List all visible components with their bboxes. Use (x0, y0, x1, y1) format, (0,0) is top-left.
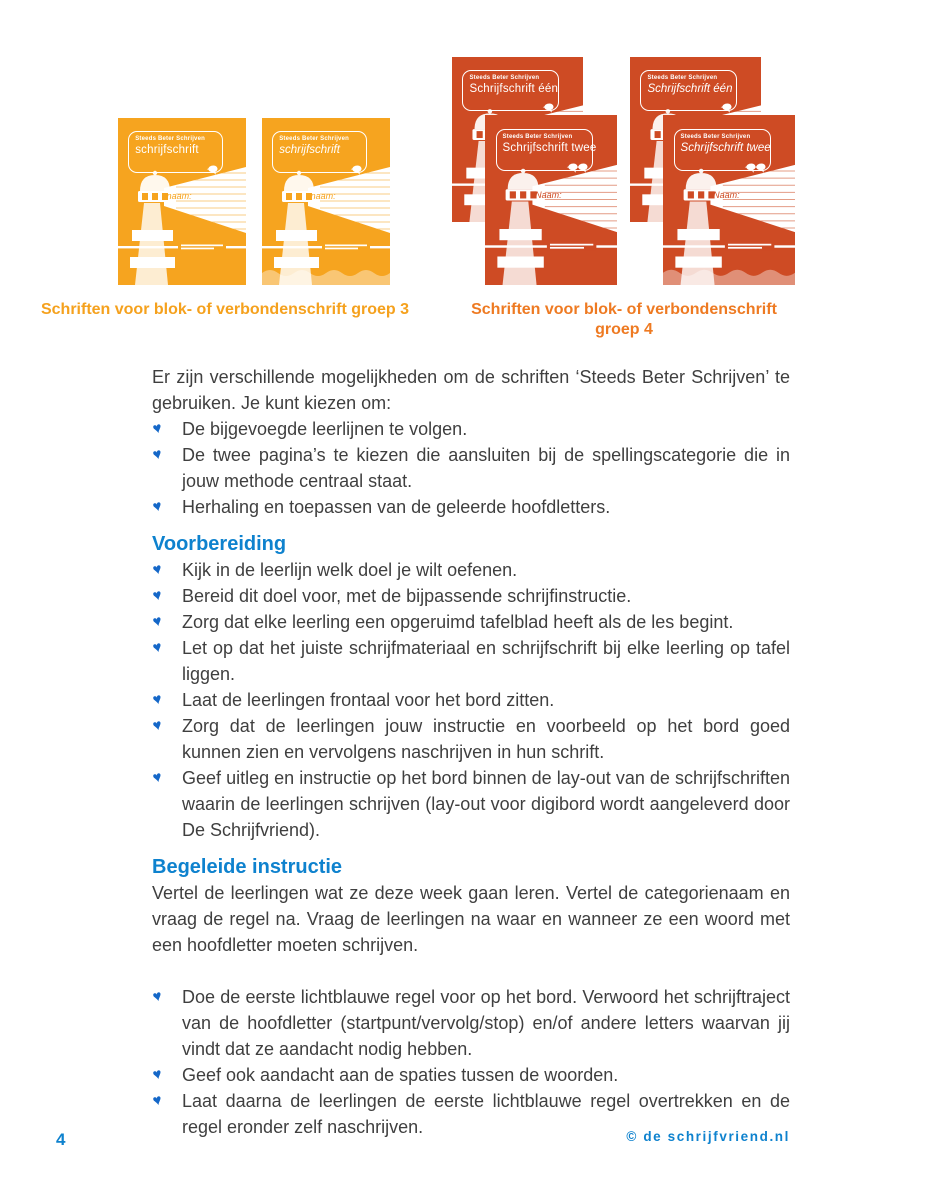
heart-bullet-icon: ♥ (150, 1091, 164, 1110)
list-item-text: De twee pagina’s te kiezen die aansluiten bij de spellingscategorie die in jouw methode centraal staat. (182, 445, 790, 491)
list-item (152, 442, 790, 494)
workbook-cover-group4-twee-block (485, 115, 617, 285)
list-item (152, 416, 790, 442)
cover-brand: Steeds Beter Schrijven (469, 75, 540, 82)
list-item (152, 557, 790, 583)
heart-bullet-icon: ♥ (150, 638, 164, 657)
cover-title-box (128, 131, 223, 173)
bird-icons (747, 162, 767, 175)
heart-bullet-icon: ♥ (150, 497, 164, 516)
caption-group4: Schriften voor blok- of verbondenschrift groep 4 (471, 301, 777, 338)
bird-icon (350, 164, 363, 177)
begeleide-list (152, 984, 790, 1140)
cover-brand: Steeds Beter Schrijven (647, 75, 718, 82)
heart-bullet-icon: ♥ (150, 419, 164, 438)
heart-bullet-icon: ♥ (150, 987, 164, 1006)
bird-icons (569, 162, 589, 175)
heart-bullet-icon: ♥ (150, 768, 164, 787)
page-body (152, 364, 790, 1140)
cover-brand: Steeds Beter Schrijven (279, 136, 349, 143)
list-item-text: Geef uitleg en instructie op het bord binnen de lay-out van de schrijfschriften waarin de leerlingen schrijven (lay-out voor digibord wordt aangeleverd door De Schrijfvriend). (182, 768, 790, 840)
bird-icons (209, 164, 219, 177)
section-heading-begeleide-instructie: Begeleide instructie (152, 856, 343, 878)
heart-bullet-icon: ♥ (150, 586, 164, 605)
page-number: 4 (56, 1130, 66, 1149)
cover-title-box (674, 129, 772, 172)
heart-bullet-icon: ♥ (150, 612, 164, 631)
caption-group3: Schriften voor blok- of verbondenschrift groep 3 (40, 301, 410, 318)
copyright-credit: © de schrijfvriend.nl (626, 1129, 790, 1144)
bird-icon (720, 102, 733, 115)
heart-bullet-icon: ♥ (150, 445, 164, 464)
list-item-text: Kijk in de leerlijn welk doel je wilt oefenen. (182, 560, 518, 580)
cover-title-box (640, 70, 737, 111)
heart-bullet-icon: ♥ (150, 690, 164, 709)
list-item (152, 609, 790, 635)
cover-brand: Steeds Beter Schrijven (680, 133, 751, 140)
bird-icons (545, 102, 555, 115)
intro-paragraph: Er zijn verschillende mogelijkheden om de schriften ‘Steeds Beter Schrijven’ te gebruiken. Je kunt kiezen om: (152, 367, 790, 413)
list-item (152, 635, 790, 687)
cover-title: schrijfschrift (279, 144, 340, 157)
workbook-cover-group3-1 (118, 118, 246, 285)
cover-title: Schrijfschrift twee (502, 141, 597, 154)
list-item (152, 984, 790, 1062)
list-item (152, 1062, 790, 1088)
list-item-text: Geef ook aandacht aan de spaties tussen de woorden. (182, 1065, 619, 1085)
list-item-text: Bereid dit doel voor, met de bijpassende schrijfinstructie. (182, 586, 632, 606)
voorbereiding-list (152, 557, 790, 843)
cover-title: schrijfschrift (135, 144, 199, 157)
cover-title-box (496, 129, 597, 172)
list-item-text: Doe de eerste lichtblauwe regel voor op het bord. Verwoord het schrijftraject van de hoofdletter (startpunt/vervolg/stop) en/of andere letters waarvan jij vindt dat ze aandacht nodig hebben. (182, 987, 790, 1059)
bird-icon (754, 162, 767, 175)
list-item (152, 583, 790, 609)
bird-icon (206, 164, 219, 177)
naam-field: Naam: (535, 189, 562, 200)
list-item (152, 765, 790, 843)
cover-title-box (272, 131, 367, 173)
cover-title: Schrijfschrift één (647, 83, 733, 96)
cover-title: Schrijfschrift twee (680, 141, 771, 154)
cover-title-box (462, 70, 559, 111)
section-heading-voorbereiding: Voorbereiding (152, 533, 287, 555)
list-item (152, 713, 790, 765)
list-item-text: Let op dat het juiste schrijfmateriaal en schrijfschrift bij elke leerling op tafel liggen. (182, 638, 790, 684)
intro-list (152, 416, 790, 520)
naam-field: naam: (166, 191, 192, 202)
begeleide-paragraph: Vertel de leerlingen wat ze deze week gaan leren. Vertel de categorienaam en vraag de regel na. Vraag de leerlingen na waar en wanneer ze een woord met een hoofdletter moeten schrijven. (152, 883, 790, 955)
bird-icons (723, 102, 733, 115)
list-item-text: Herhaling en toepassen van de geleerde hoofdletters. (182, 497, 611, 517)
bird-icon (576, 162, 589, 175)
cover-title: Schrijfschrift één (469, 83, 559, 96)
list-item (152, 687, 790, 713)
list-item-text: Laat de leerlingen frontaal voor het bord zitten. (182, 690, 555, 710)
list-item-text: Zorg dat elke leerling een opgeruimd tafelblad heeft als de les begint. (182, 612, 734, 632)
list-item-text: Laat daarna de leerlingen de eerste lichtblauwe regel overtrekken en de regel eronder zelf naschrijven. (182, 1091, 790, 1137)
workbook-cover-group4-twee-cursive (663, 115, 795, 285)
heart-bullet-icon: ♥ (150, 560, 164, 579)
workbook-cover-group3-2 (262, 118, 390, 285)
heart-bullet-icon: ♥ (150, 1065, 164, 1084)
heart-bullet-icon: ♥ (150, 716, 164, 735)
list-item-text: De bijgevoegde leerlijnen te volgen. (182, 419, 468, 439)
bird-icons (353, 164, 363, 177)
naam-field: naam: (310, 191, 336, 202)
cover-brand: Steeds Beter Schrijven (502, 133, 573, 140)
naam-field: Naam: (713, 189, 740, 200)
cover-brand: Steeds Beter Schrijven (135, 136, 205, 143)
bird-icon (542, 102, 555, 115)
list-item-text: Zorg dat de leerlingen jouw instructie en voorbeeld op het bord goed kunnen zien en vervolgens naschrijven in hun schrift. (182, 716, 790, 762)
list-item (152, 494, 790, 520)
